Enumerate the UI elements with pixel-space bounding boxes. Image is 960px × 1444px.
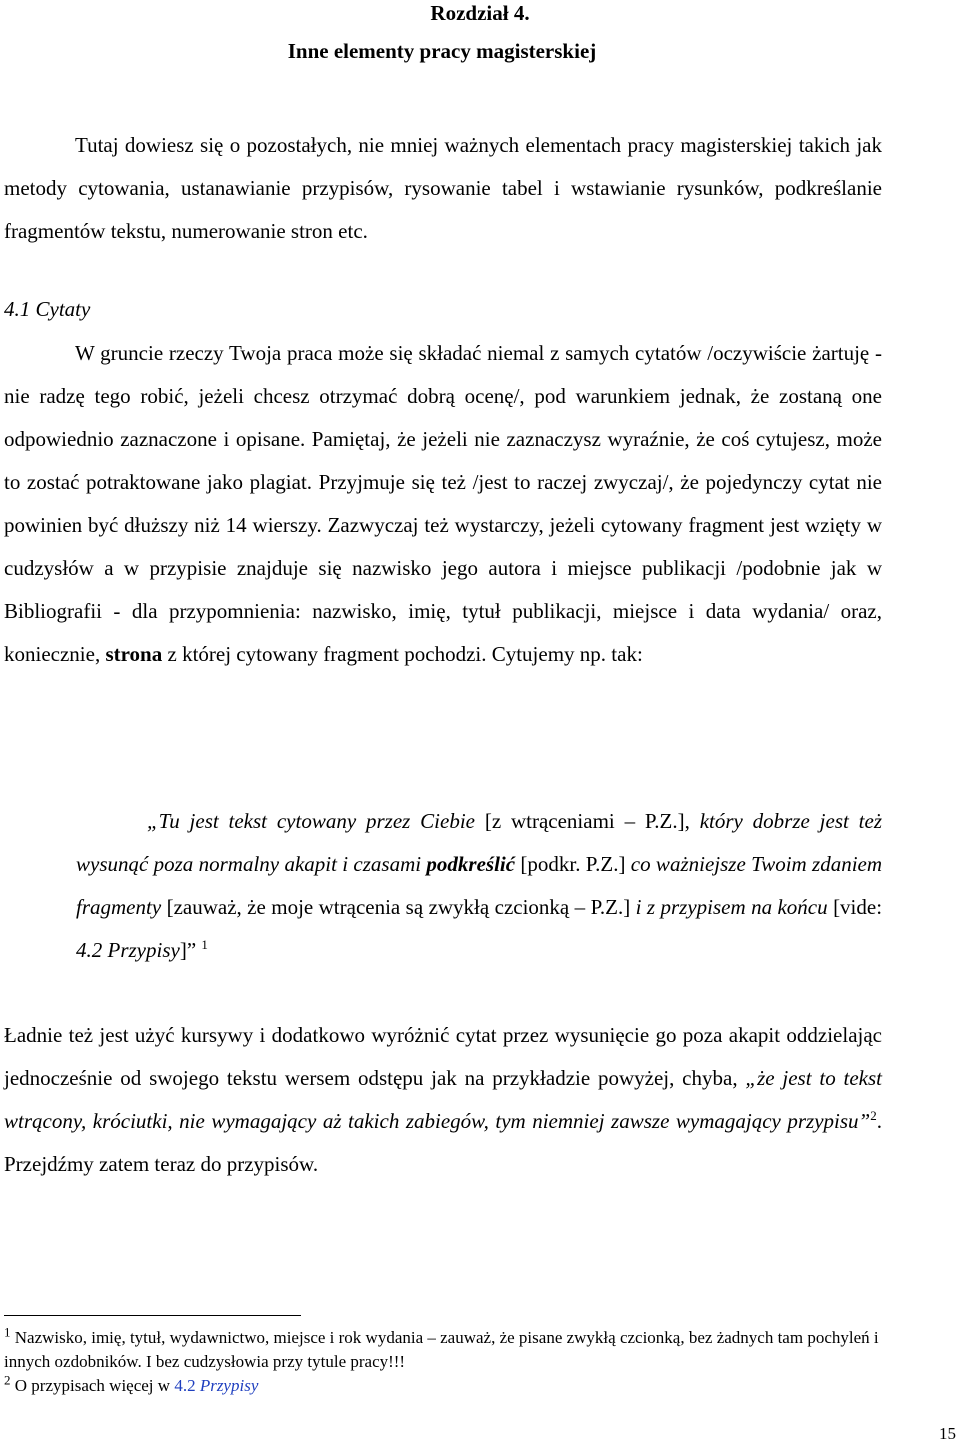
footnote-1: [4, 1326, 882, 1374]
section-heading: 4.1 Cytaty: [4, 297, 91, 321]
quote-segment: co ważniejsze Twoim zdaniem fragmenty: [76, 852, 883, 919]
quote-segment: który dobrze jest też wysunąć poza normalny akapit i czasami: [76, 809, 883, 876]
quote-insertion: [vide:: [833, 895, 883, 919]
footnote-link-number[interactable]: 4.2: [174, 1376, 196, 1395]
following-italic-quote: „że jest to tekst wtrącony, króciutki, nie wymagający aż takich zabiegów, tym niemniej zawsze wymagający przypisu”: [4, 1066, 882, 1133]
page-number: 15: [939, 1424, 956, 1443]
body-paragraph: [4, 332, 882, 676]
footnote-number: 1: [4, 1324, 11, 1340]
quote-insertion: [z wtrąceniami – P.Z.],: [484, 809, 690, 833]
following-text: Ładnie też jest użyć kursywy i dodatkowo wyróżnić cytat przez wysunięcie go poza akapit oddzielając jednocześnie od swojego tekstu wersem odstępu jak na przykładzie powyżej, chyba,: [4, 1023, 882, 1090]
footnote-link-title[interactable]: Przypisy: [199, 1376, 259, 1395]
footnote-ref-2[interactable]: 2: [870, 1108, 877, 1123]
quote-reference: 4.2 Przypisy: [76, 938, 180, 962]
following-paragraph: [4, 1014, 882, 1186]
following-text-end: . Przejdźmy zatem teraz do przypisów.: [4, 1109, 882, 1176]
footnote-2: [4, 1374, 882, 1398]
footnote-text: O przypisach więcej w: [14, 1376, 171, 1395]
quote-close: ]”: [179, 938, 197, 962]
quote-emphasis: podkreślić: [426, 852, 516, 876]
body-text-part2: z której cytowany fragment pochodzi. Cytujemy np. tak:: [167, 642, 643, 666]
body-bold-word: strona: [105, 642, 163, 666]
quote-insertion: [zauważ, że moje wtrącenia są zwykłą czcionką – P.Z.]: [166, 895, 631, 919]
chapter-title: Inne elementy pracy magisterskiej: [287, 39, 597, 63]
footnote-number: 2: [4, 1372, 11, 1388]
footnote-text: Nazwisko, imię, tytuł, wydawnictwo, miejsce i rok wydania – zauważ, że pisane zwykłą czcionką, bez żadnych tam pochyleń i innych ozdobników. I bez cudzysłowia przy tytule pracy!!!: [4, 1328, 879, 1371]
block-quote: [76, 800, 882, 972]
quote-segment: „Tu jest tekst cytowany przez Ciebie: [147, 809, 475, 833]
quote-insertion: [podkr. P.Z.]: [520, 852, 626, 876]
body-text-part1: W gruncie rzeczy Twoja praca może się składać niemal z samych cytatów /oczywiście żartuję - nie radzę tego robić, jeżeli chcesz otrzymać dobrą ocenę/, pod warunkiem jednak, że zostaną one odpowiednio zaznaczone i opisane. Pamiętaj, że jeżeli nie zaznaczysz wyraźnie, że coś cytujesz, może to zostać potraktowane jako plagiat. Przyjmuje się też /jest to raczej zwyczaj/, że pojedynczy cytat nie powinien być dłuższy niż 14 wierszy. Zazwyczaj też wystarczy, jeżeli cytowany fragment jest wzięty w cudzysłów a w przypisie znajduje się nazwisko jego autora i miejsce publikacji /podobnie jak w Bibliografii - dla przypomnienia: nazwisko, imię, tytuł publikacji, miejsce i data wydania/ oraz, koniecznie,: [4, 341, 882, 666]
quote-segment: i z przypisem na końcu: [635, 895, 828, 919]
footnote-separator: [4, 1315, 301, 1316]
chapter-label: Rozdział 4.: [430, 1, 530, 25]
footnote-ref-1[interactable]: 1: [201, 937, 208, 952]
footnotes: [4, 1326, 882, 1398]
intro-paragraph: Tutaj dowiesz się o pozostałych, nie mniej ważnych elementach pracy magisterskiej takich jak metody cytowania, ustanawianie przypisów, rysowanie tabel i wstawianie rysunków, podkreślanie fragmentów tekstu, numerowanie stron etc.: [4, 133, 882, 243]
